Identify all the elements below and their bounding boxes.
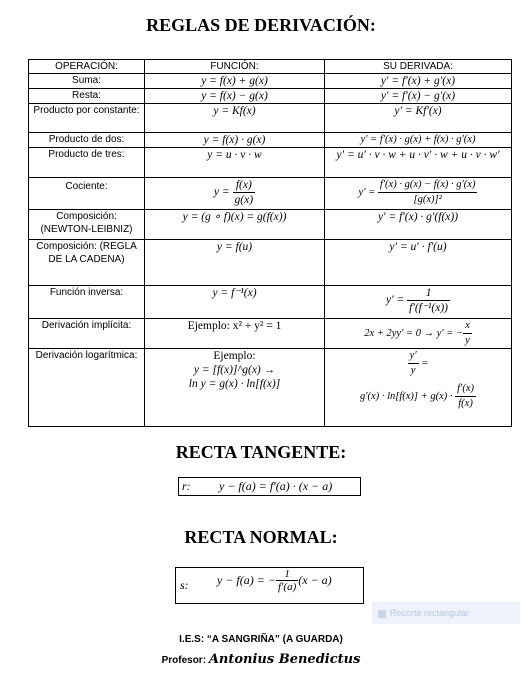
operation-cell: Composición: (NEWTON-LEIBNIZ) [29,210,145,240]
tangent-formula: y − f(a) = f′(a) · (x − a) [219,479,333,493]
table-header-row [29,60,512,74]
function-cell [145,178,325,210]
formula-line: y = [f(x)]^g(x) → [193,364,276,376]
operation-cell: Producto por constante: [29,104,145,133]
example-label: Ejemplo: [213,350,256,362]
operation-cell: Cociente: [29,178,145,210]
table-row [29,286,512,319]
derivative-cell [325,178,512,210]
function-cell: y = f⁻¹(x) [145,286,325,319]
derivative-cell: y′ = f′(x) · g(x) + f(x) · g′(x) [325,133,512,148]
table-row [29,178,512,210]
function-cell: y = f(x) · g(x) [145,133,325,148]
formula-prefix: y = [213,186,233,199]
fraction [455,382,476,411]
fraction [408,349,419,378]
tangent-formula-box [178,477,361,496]
operation-cell: Función inversa: [29,286,145,319]
page-title: REGLAS DE DERIVACIÓN: [146,15,376,35]
denominator: f′(f⁻¹(x)) [409,302,448,314]
numerator: 1 [276,568,298,581]
formula-prefix: y − f(a) = − [217,573,276,587]
function-cell: y = f(u) [145,240,325,286]
snip-label: Recorte rectangular [390,608,470,618]
fraction [407,286,450,315]
numerator: y′ [408,349,419,364]
derivative-cell [325,349,512,427]
tangent-title: RECTA TANGENTE: [175,442,347,462]
derivative-cell [325,286,512,319]
operation-cell: Composición: (REGLA DE LA CADENA) [29,240,145,286]
function-cell: y = f(x) + g(x) [145,74,325,89]
operation-cell: Derivación implícita: [29,319,145,349]
table-row [29,240,512,286]
function-cell: y = (g ∘ f)(x) = g(f(x)) [145,210,325,240]
formula-line: g′(x) · ln[f(x)] + g(x) · [360,390,456,402]
table-row [29,349,512,427]
column-header: OPERACIÓN: [29,60,145,74]
fraction [276,568,298,593]
formula-prefix: 2x + 2yy′ = 0 → y′ = − [364,327,464,339]
denominator: [g(x)]² [413,194,442,205]
numerator: f′(x) · g(x) − f(x) · g′(x) [378,178,478,193]
formula-suffix: (x − a) [298,573,332,587]
denominator: y [410,365,416,376]
column-header: FUNCIÓN: [145,60,325,74]
teacher-line [0,652,522,667]
function-cell: y = u · v · w [145,148,325,178]
derivation-rules-table [28,59,512,427]
rectangular-snip-hint[interactable] [372,602,520,624]
column-header: SU DERIVADA: [325,60,512,74]
derivative-cell [325,319,512,349]
derivative-cell: y′ = f′(x) − g′(x) [325,89,512,104]
denominator: f(x) [458,398,473,409]
formula-prefix: y′ = [358,186,378,198]
line-label: r: [182,479,191,493]
equals-sign: = [421,357,429,369]
numerator: f(x) [233,178,256,193]
denominator: g(x) [234,194,254,206]
normal-formula [217,568,332,593]
numerator: 1 [407,286,450,301]
line-label: s: [180,578,189,592]
denominator: f′(a) [277,581,297,593]
derivative-cell: y′ = u′ · v · w + u · v′ · w + u · v · w′ [325,148,512,178]
snip-icon [378,610,386,618]
operation-cell: Producto de dos: [29,133,145,148]
derivative-cell: y′ = f′(x) + g′(x) [325,74,512,89]
function-cell [145,349,325,427]
fraction [463,319,472,348]
derivative-cell: y′ = u′ · f′(u) [325,240,512,286]
denominator: y [465,335,470,346]
function-cell: y = f(x) − g(x) [145,89,325,104]
operation-cell: Resta: [29,89,145,104]
formula-line: ln y = g(x) · ln[f(x)] [188,378,281,390]
fraction [378,178,478,207]
function-cell: y = Kf(x) [145,104,325,133]
school-name: I.E.S: “A SANGRIÑA” (A GUARDA) [179,634,343,645]
table-row [29,74,512,89]
operation-cell: Suma: [29,74,145,89]
operation-cell: Producto de tres: [29,148,145,178]
table-row [29,148,512,178]
table-row [29,210,512,240]
table-row [29,89,512,104]
fraction [233,178,256,207]
table-row [29,319,512,349]
normal-formula-box [175,567,364,604]
derivative-cell: y′ = Kf′(x) [325,104,512,133]
function-cell: Ejemplo: x² + y² = 1 [145,319,325,349]
teacher-name: Antonius Benedictus [208,652,361,667]
numerator: f′(x) [455,382,476,397]
numerator: x [463,319,472,334]
table-row [29,133,512,148]
operation-cell: Derivación logarítmica: [29,349,145,427]
teacher-label: Profesor: [161,655,209,666]
table-row [29,104,512,133]
derivative-cell: y′ = f′(x) · g′(f(x)) [325,210,512,240]
formula-prefix: y′ = [386,294,408,307]
normal-title: RECTA NORMAL: [184,527,338,547]
